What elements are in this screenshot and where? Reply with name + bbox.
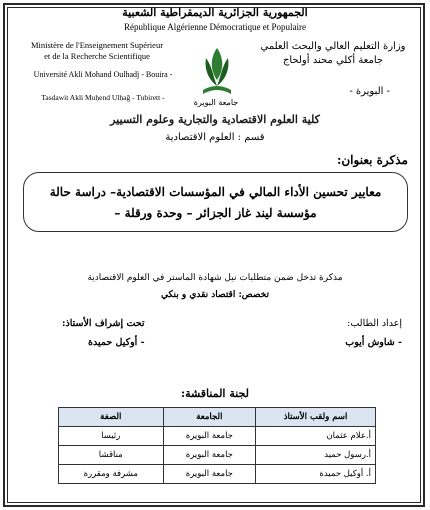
member-role: رئيسا <box>59 427 164 446</box>
supervisor-label: تحت إشراف الأستاذ: <box>62 318 145 329</box>
member-name: أ.علام عثمان <box>256 427 376 446</box>
header-university: الجامعة <box>163 408 256 427</box>
memo-label: مذكرة بعنوان: <box>336 153 408 167</box>
logo-caption: جامعة البويرة <box>193 98 239 107</box>
committee-table <box>58 407 376 484</box>
member-name: أ.رسول حميد <box>256 446 376 465</box>
thesis-title-line2: مؤسسة ليند غاز الجزائر – وحدة ورقلة – <box>114 206 317 220</box>
supervisor-block <box>62 318 145 356</box>
arabic-republic-title: الجمهورية الجزائرية الديمقراطية الشعبية <box>122 6 308 19</box>
ministry-french-line2: et de la Recherche Scientifique <box>44 51 150 61</box>
member-university: جامعة البويرة <box>163 465 256 484</box>
header-name: اسم ولقب الأستاذ <box>256 408 376 427</box>
header-role: الصفة <box>59 408 164 427</box>
student-label: إعداد الطالب: <box>347 318 402 329</box>
university-arabic: جامعة أكلي محند أولحاج <box>282 55 384 66</box>
university-logo-icon <box>198 46 236 100</box>
university-tamazight: Tasdawit Akli Muḥend Ulḥağ - Tubirett - <box>41 93 165 102</box>
committee-title: لجنة المناقشة: <box>181 387 249 400</box>
university-french: Université Akli Mohand Oulhadj - Bouira - <box>33 70 173 79</box>
thesis-title-line1: معايير تحسين الأداء المالي في المؤسسات الاقتصادية– دراسة حالة <box>49 185 382 199</box>
faculty-name: كلية العلوم الاقتصادية والتجارية وعلوم التسيير <box>110 113 320 126</box>
french-republic-title: République Algérienne Démocratique et Populaire <box>124 22 306 32</box>
memo-description: مذكرة تدخل ضمن متطلبات نيل شهادة الماستر في العلوم الاقتصادية <box>87 273 343 283</box>
member-name: أ. أوكيل حميدة <box>256 465 376 484</box>
member-university: جامعة البويرة <box>163 446 256 465</box>
member-role: مناقشا <box>59 446 164 465</box>
ministry-french-line1: Ministère de l'Enseignement Supérieur <box>30 40 164 50</box>
committee-header-row <box>59 408 376 427</box>
student-name: - شاوش أيوب <box>345 337 402 348</box>
ministry-french <box>22 40 172 62</box>
ministry-arabic <box>258 40 408 68</box>
supervisor-name: - أوكيل حميدة <box>88 337 145 348</box>
department-name: قسم : العلوم الاقتصادية <box>165 132 265 143</box>
table-row <box>59 465 376 484</box>
member-role: مشرفة ومقررة <box>59 465 164 484</box>
specialty: تخصص: اقتصاد نقدي و بنكي <box>161 290 269 300</box>
member-university: جامعة البويرة <box>163 427 256 446</box>
ministry-arabic-line1: وزارة التعليم العالي والبحث العلمي <box>260 41 406 52</box>
city-arabic: - البويرة - <box>349 86 390 97</box>
table-row <box>59 446 376 465</box>
thesis-title-box <box>23 172 408 232</box>
student-block <box>345 318 402 356</box>
table-row <box>59 427 376 446</box>
